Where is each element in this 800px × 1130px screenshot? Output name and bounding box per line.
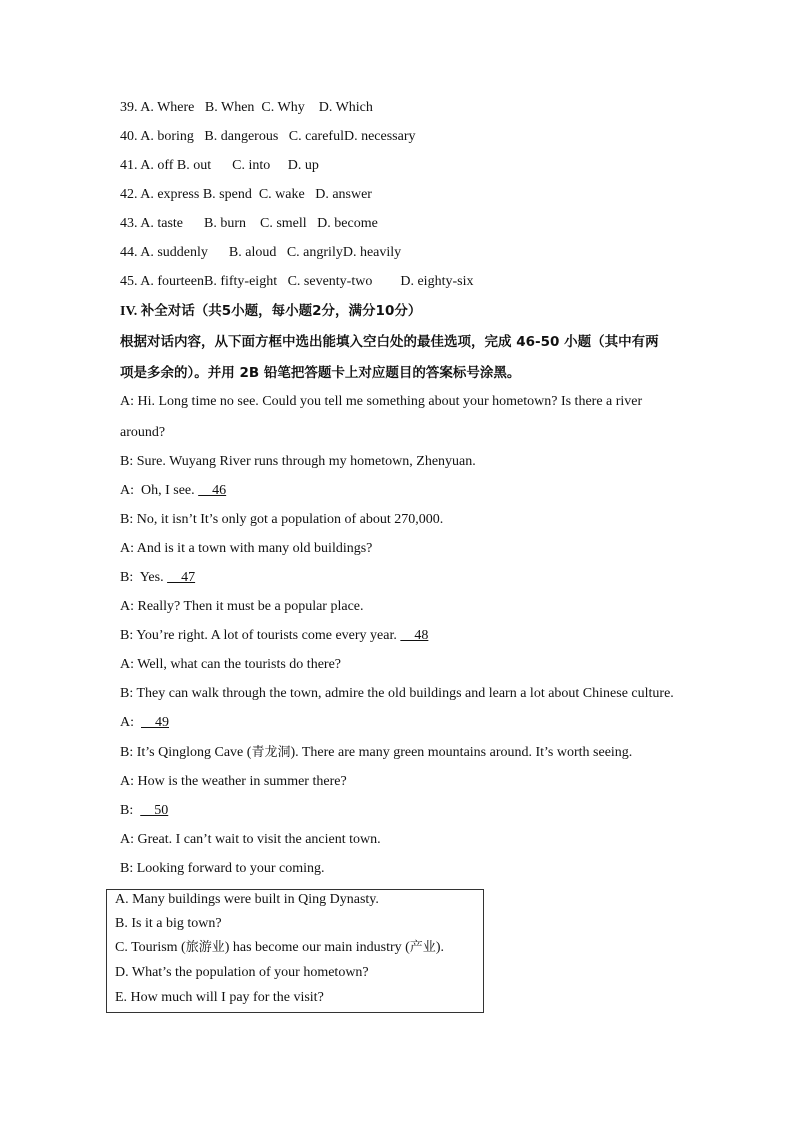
- dialogue-line: B: They can walk through the town, admire the old buildings and learn a lot about Chinese culture.: [120, 686, 674, 701]
- question-40: 40. A. boring B. dangerous C. carefulD. necessary: [120, 129, 416, 144]
- options-box: [106, 889, 484, 1013]
- dialogue-line: B: No, it isn’t It’s only got a population of about 270,000.: [120, 512, 444, 527]
- option-d: D. What’s the population of your hometown?: [115, 965, 369, 980]
- blank-47: 47: [167, 570, 196, 585]
- blank-48: 48: [400, 628, 429, 643]
- option-a: A. Many buildings were built in Qing Dynasty.: [115, 892, 379, 907]
- dialogue-line: B: You’re right. A lot of tourists come every year. 48: [120, 628, 429, 643]
- dialogue-line: B: Looking forward to your coming.: [120, 861, 325, 876]
- question-39: 39. A. Where B. When C. Why D. Which: [120, 100, 373, 115]
- dialogue-line: A: And is it a town with many old buildings?: [120, 541, 373, 556]
- blank-50: 50: [140, 803, 169, 818]
- dialogue-line: B: Yes. 47: [120, 570, 196, 585]
- section-instruction-line2: 项是多余的）。并用 2B 铅笔把答题卡上对应题目的答案标号涂黑。: [120, 365, 521, 381]
- dialogue-line: A: How is the weather in summer there?: [120, 774, 347, 789]
- dialogue-line: around?: [120, 425, 166, 440]
- dialogue-line: B: Sure. Wuyang River runs through my hometown, Zhenyuan.: [120, 454, 476, 469]
- question-45: 45. A. fourteenB. fifty-eight C. seventy-two D. eighty-six: [120, 274, 474, 289]
- dialogue-line: B: It’s Qinglong Cave (青龙洞). There are many green mountains around. It’s worth seeing.: [120, 745, 633, 760]
- dialogue-line: A: Well, what can the tourists do there?: [120, 657, 341, 672]
- dialogue-line: A: Oh, I see. 46: [120, 483, 227, 498]
- question-42: 42. A. express B. spend C. wake D. answer: [120, 187, 372, 202]
- question-41: 41. A. off B. out C. into D. up: [120, 158, 319, 173]
- dialogue-line: A: 49: [120, 715, 169, 730]
- question-43: 43. A. taste B. burn C. smell D. become: [120, 216, 378, 231]
- option-c: C. Tourism (旅游业) has become our main industry (产业).: [115, 940, 444, 955]
- option-b: B. Is it a big town?: [115, 916, 222, 931]
- section-instruction-line1: 根据对话内容，从下面方框中选出能填入空白处的最佳选项，完成 46-50 小题（其中有两: [120, 334, 659, 350]
- dialogue-line: A: Really? Then it must be a popular place.: [120, 599, 364, 614]
- option-e: E. How much will I pay for the visit?: [115, 990, 324, 1005]
- question-44: 44. A. suddenly B. aloud C. angrilyD. heavily: [120, 245, 402, 260]
- dialogue-line: A: Great. I can’t wait to visit the ancient town.: [120, 832, 381, 847]
- section-title: IV. 补全对话（共5小题，每小题2分，满分10分）: [120, 303, 422, 319]
- dialogue-line: A: Hi. Long time no see. Could you tell me something about your hometown? Is there a river: [120, 394, 643, 409]
- dialogue-line: B: 50: [120, 803, 169, 818]
- blank-46: 46: [198, 483, 227, 498]
- blank-49: 49: [141, 715, 169, 730]
